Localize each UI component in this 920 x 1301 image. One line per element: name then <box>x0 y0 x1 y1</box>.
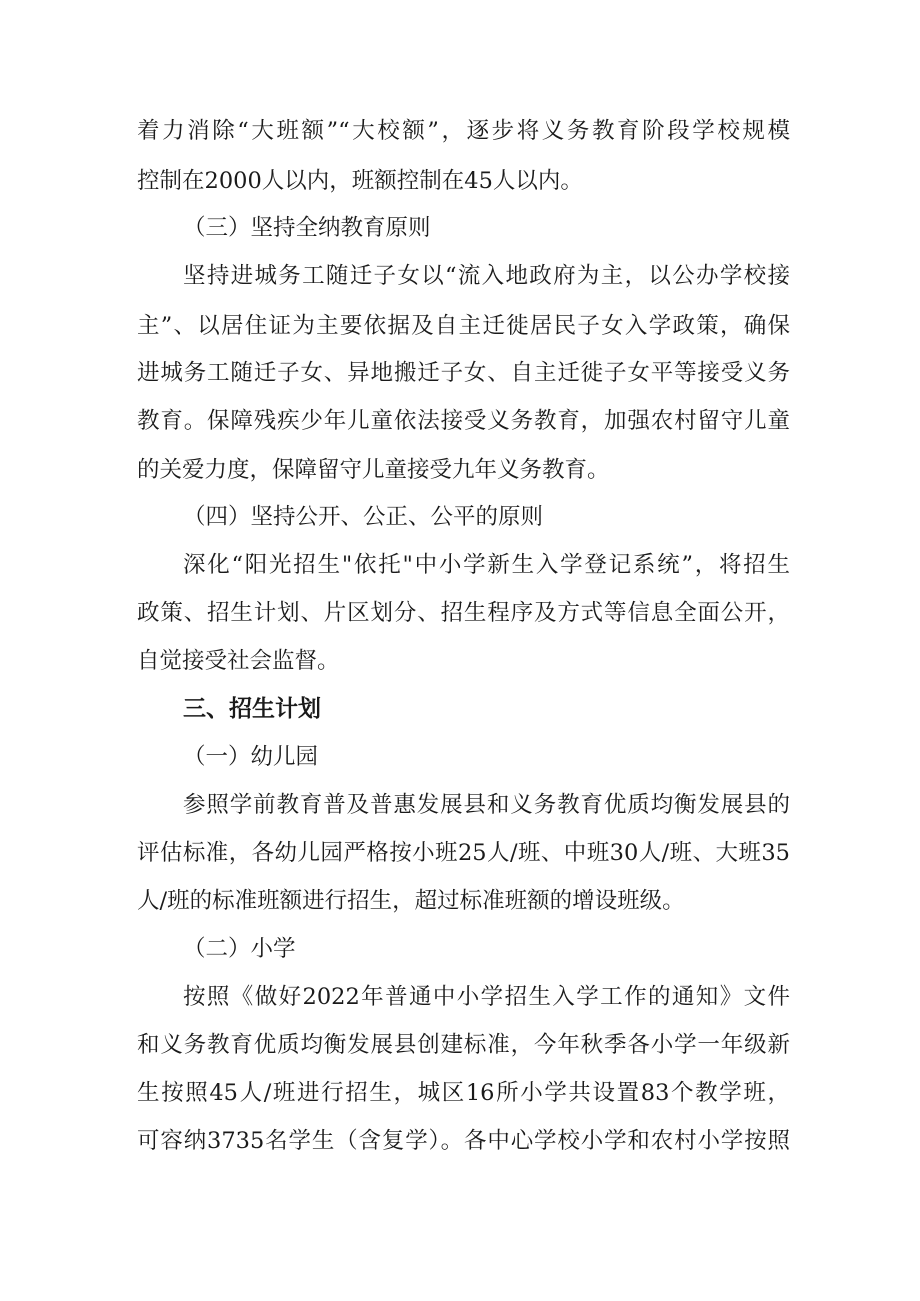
paragraph-line: 按照《做好2022年普通中小学招生入学工作的通知》文件 <box>183 984 790 1010</box>
paragraph-line: 评估标准，各幼儿园严格按小班25人/班、中班30人/班、大班35 <box>137 840 790 866</box>
paragraph-line: 控制在2000人以内，班额控制在45人以内。 <box>137 168 583 194</box>
subsection-heading: （三）坚持全纳教育原则 <box>183 215 431 241</box>
paragraph-line: 的关爱力度，保障留守儿童接受九年义务教育。 <box>137 457 610 483</box>
paragraph-line: 进城务工随迁子女、异地搬迁子女、自主迁徙子女平等接受义务 <box>137 360 790 386</box>
paragraph-line: 着力消除“大班额”“大校额”，逐步将义务教育阶段学校规模 <box>137 118 790 144</box>
subsection-heading: （二）小学 <box>183 936 296 962</box>
subsection-heading: （四）坚持公开、公正、公平的原则 <box>183 504 544 530</box>
paragraph-line: 参照学前教育普及普惠发展县和义务教育优质均衡发展县的 <box>183 792 790 818</box>
subsection-heading: （一）幼儿园 <box>183 744 319 770</box>
paragraph-line: 教育。保障残疾少年儿童依法接受义务教育，加强农村留守儿童 <box>137 408 790 434</box>
section-heading: 三、招生计划 <box>183 696 321 722</box>
paragraph-line: 人/班的标准班额进行招生，超过标准班额的增设班级。 <box>137 888 685 914</box>
paragraph-line: 自觉接受社会监督。 <box>137 648 340 674</box>
paragraph-line: 可容纳3735名学生（含复学）。各中心学校小学和农村小学按照 <box>137 1128 790 1154</box>
paragraph-line: 主”、以居住证为主要依据及自主迁徙居民子女入学政策，确保 <box>137 313 790 339</box>
paragraph-line: 政策、招生计划、片区划分、招生程序及方式等信息全面公开， <box>137 600 790 626</box>
paragraph-line: 坚持进城务工随迁子女以“流入地政府为主，以公办学校接 <box>183 263 790 289</box>
paragraph-line: 和义务教育优质均衡发展县创建标准，今年秋季各小学一年级新 <box>137 1032 790 1058</box>
paragraph-line: 深化“阳光招生"依托"中小学新生入学登记系统”，将招生 <box>183 552 790 578</box>
paragraph-line: 生按照45人/班进行招生，城区16所小学共设置83个教学班， <box>137 1080 790 1106</box>
